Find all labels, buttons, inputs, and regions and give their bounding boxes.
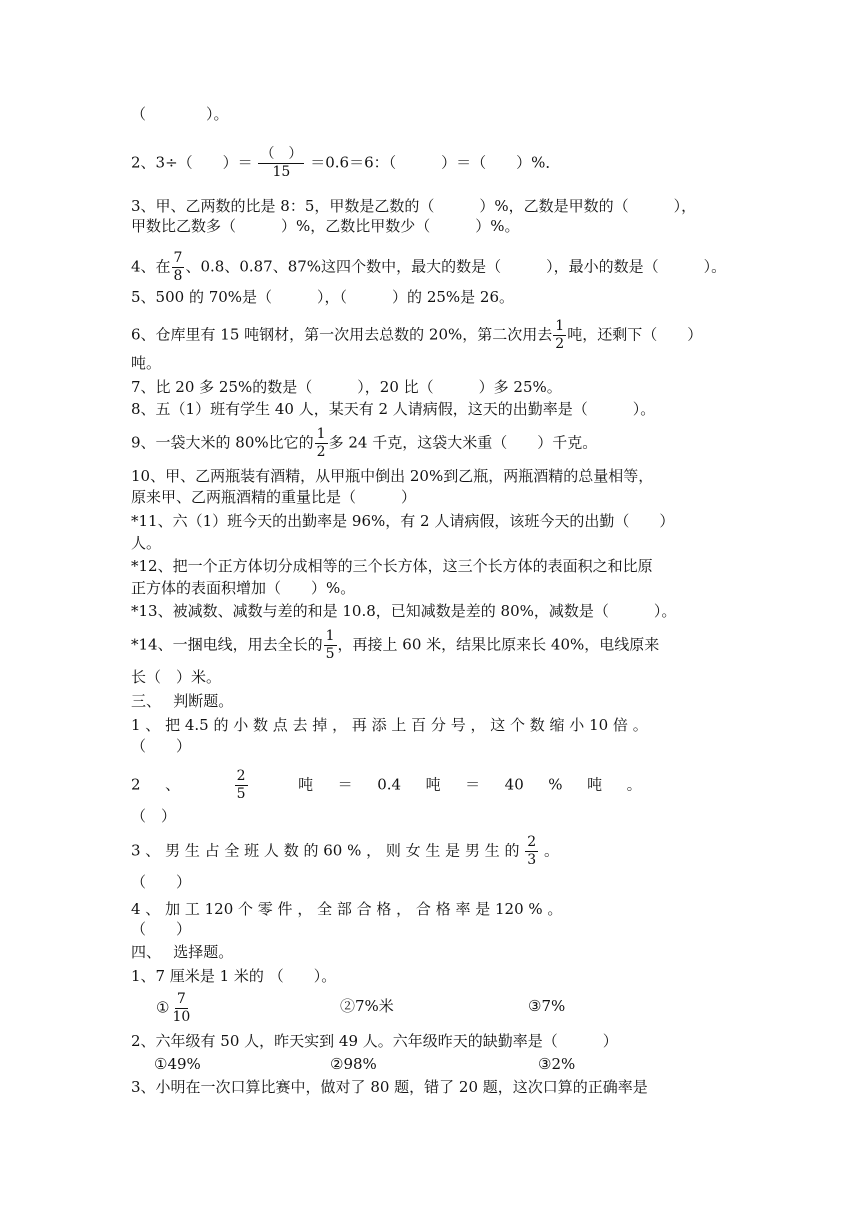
fraction <box>315 426 328 461</box>
question-10-line-2 <box>131 487 416 507</box>
question-12-line-1 <box>131 556 653 576</box>
text: 2、六年级有 50 人，昨天实到 49 人。六年级昨天的缺勤率是（ ） <box>131 1032 618 1050</box>
text: ③2% <box>538 1055 576 1073</box>
text: （ ） <box>131 920 192 938</box>
judge-1-answer <box>131 736 191 756</box>
judge-2-answer <box>131 806 176 826</box>
fraction <box>172 250 185 285</box>
text: 3、甲、乙两数的比是 8：5，甲数是乙数的（ ）%，乙数是甲数的（ ）， <box>131 197 697 215</box>
question-6 <box>131 318 702 353</box>
text: 原来甲、乙两瓶酒精的重量比是（ ） <box>131 488 417 506</box>
denominator: 2 <box>316 444 326 460</box>
question-14-line-2 <box>131 667 221 687</box>
text: 多 24 千克，这袋大米重（ ）千克。 <box>328 433 598 452</box>
text: 吨 ＝ 0.4 吨 ＝ 40 % 吨 。 <box>298 775 642 794</box>
judge-4-answer <box>131 919 191 939</box>
text: 人。 <box>131 534 162 552</box>
section-heading-judgement <box>131 691 233 711</box>
text: 2 、 <box>131 775 181 794</box>
text: 9、一袋大米的 80%比它的 <box>131 433 314 452</box>
question-9 <box>131 426 597 461</box>
question-13 <box>131 601 676 621</box>
choice-2 <box>131 1031 618 1051</box>
text: *13、被减数、减数与差的和是 10.8，已知减数是差的 80%，减数是（ ）。 <box>131 602 677 620</box>
text: 长（ ）米。 <box>131 668 222 686</box>
text: 2、3÷（ ）＝ <box>131 153 253 172</box>
judge-3 <box>131 834 559 869</box>
text: *11、六（1）班今天的出勤率是 96%，有 2 人请病假，该班今天的出勤（ ） <box>131 512 675 530</box>
text: ③7% <box>528 997 566 1015</box>
question-12-line-2 <box>131 578 355 598</box>
numerator: 1 <box>325 628 335 644</box>
question-2 <box>131 146 560 181</box>
text: ①49% <box>154 1055 201 1073</box>
denominator: 8 <box>173 268 183 284</box>
choice-1-option-3 <box>528 996 565 1016</box>
numerator: 1 <box>316 426 326 442</box>
text: ，再接上 60 米，结果比原来长 40%，电线原来 <box>337 635 660 654</box>
judge-1 <box>131 715 648 735</box>
text: ②7%米 <box>340 997 394 1015</box>
question-6-line-2 <box>131 353 161 373</box>
question-11-line-1 <box>131 511 674 531</box>
text: 三、 判断题。 <box>131 692 234 710</box>
text: 四、 选择题。 <box>131 943 234 961</box>
denominator: 15 <box>272 164 291 180</box>
choice-1-option-1 <box>156 991 193 1026</box>
text: 1 、 把 4.5 的 小 数 点 去 掉 ， 再 添 上 百 分 号 ， 这 个 数 缩 小 10 倍 。 <box>131 716 648 734</box>
fraction <box>525 834 538 869</box>
text: 正方体的表面积增加（ ）%。 <box>131 579 356 597</box>
denominator: 2 <box>555 336 565 352</box>
text: 4、在 <box>131 257 171 276</box>
choice-1-option-2 <box>340 996 394 1016</box>
question-11-line-2 <box>131 533 161 553</box>
question-5 <box>131 287 514 307</box>
text: 3 、 男 生 占 全 班 人 数 的 60 % ， 则 女 生 是 男 生 的 <box>131 841 520 860</box>
text: （ ） <box>131 807 177 825</box>
text: 6、仓库里有 15 吨钢材，第一次用去总数的 20%，第二次用去 <box>131 325 553 344</box>
choice-3 <box>131 1077 648 1097</box>
text: ① <box>156 998 170 1017</box>
text: 吨，还剩下（ ） <box>567 325 703 344</box>
numerator: 7 <box>173 250 183 266</box>
text: 4 、 加 工 120 个 零 件 ， 全 部 合 格 ， 合 格 率 是 120 % 。 <box>131 900 563 918</box>
text: 7、比 20 多 25%的数是（ ），20 比（ ）多 25%。 <box>131 378 562 396</box>
text: 10、甲、乙两瓶装有酒精，从甲瓶中倒出 20%到乙瓶，两瓶酒精的总量相等， <box>131 467 654 485</box>
text: ②98% <box>330 1055 377 1073</box>
fraction <box>324 628 337 663</box>
denominator: 5 <box>236 786 246 802</box>
choice-1 <box>131 966 336 986</box>
text: 甲数比乙数多（ ）%，乙数比甲数少（ ）%。 <box>131 217 520 235</box>
line-cont <box>131 104 229 124</box>
question-3-line-2 <box>131 216 520 236</box>
text: （ ） <box>131 737 192 755</box>
fraction <box>553 318 566 353</box>
numerator: 2 <box>236 768 246 784</box>
denominator: 5 <box>325 646 335 662</box>
numerator: 2 <box>527 834 537 850</box>
choice-2-option-2 <box>330 1054 377 1074</box>
text: 。 <box>543 841 559 860</box>
question-7 <box>131 377 562 397</box>
text: 8、五（1）班有学生 40 人，某天有 2 人请病假，这天的出勤率是（ ）。 <box>131 400 656 418</box>
text: 吨。 <box>131 354 162 372</box>
denominator: 3 <box>527 852 537 868</box>
text: （ ） <box>131 873 192 891</box>
numerator: 1 <box>555 318 565 334</box>
numerator: （ ） <box>260 146 303 162</box>
fraction <box>235 768 248 803</box>
fraction <box>170 991 192 1026</box>
question-10-line-1 <box>131 466 653 486</box>
text: *12、把一个正方体切分成相等的三个长方体，这三个长方体的表面积之和比原 <box>131 557 653 575</box>
text: ＝0.6＝6：（ ）＝（ ）%． <box>310 153 561 172</box>
fraction <box>258 146 304 181</box>
choice-2-option-3 <box>538 1054 575 1074</box>
choice-2-option-1 <box>154 1054 201 1074</box>
question-8 <box>131 399 655 419</box>
denominator: 10 <box>172 1009 191 1025</box>
question-3-line-1 <box>131 196 696 216</box>
text: 、0.8、0.87、87%这四个数中，最大的数是（ ），最小的数是（ ）。 <box>185 257 727 276</box>
question-4 <box>131 250 726 285</box>
judge-3-answer <box>131 872 191 892</box>
judge-2 <box>131 768 642 803</box>
judge-4 <box>131 899 562 919</box>
text: （ ）。 <box>131 105 229 123</box>
numerator: 7 <box>176 991 186 1007</box>
text: 1、7 厘米是 1 米的 （ ）。 <box>131 967 337 985</box>
section-heading-choice <box>131 942 233 962</box>
text: 3、小明在一次口算比赛中，做对了 80 题，错了 20 题，这次口算的正确率是 <box>131 1078 648 1096</box>
question-14 <box>131 628 659 663</box>
text: 5、500 的 70%是（ ），（ ）的 25%是 26。 <box>131 288 515 306</box>
text: *14、一捆电线，用去全长的 <box>131 635 323 654</box>
